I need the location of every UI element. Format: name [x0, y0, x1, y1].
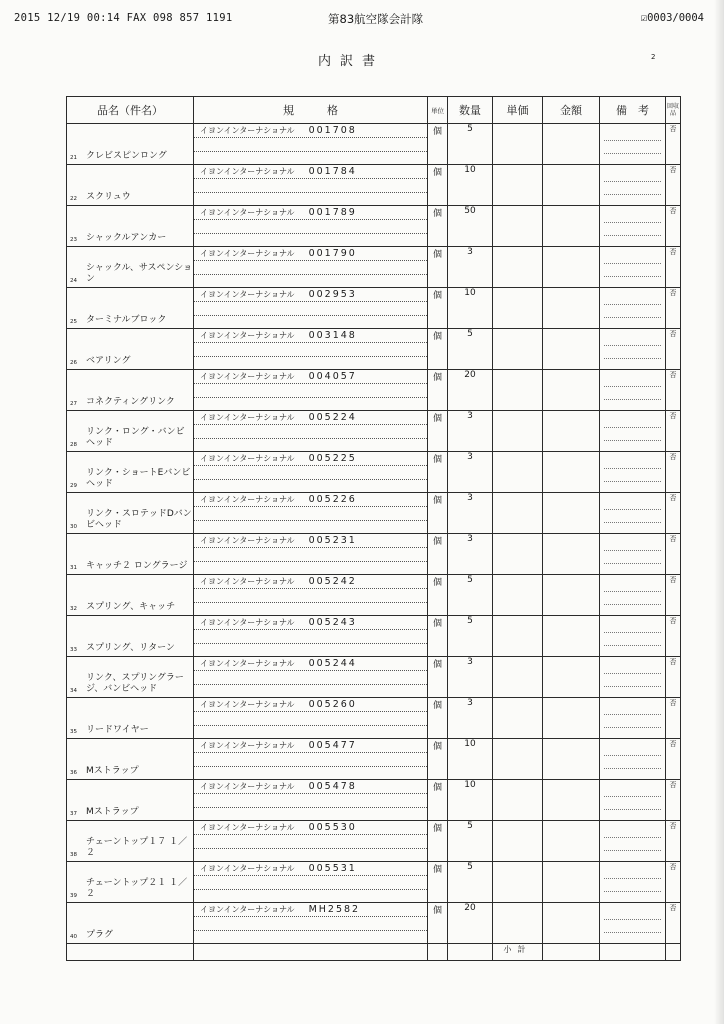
spec-code: 001708 — [308, 125, 357, 136]
item-remarks — [600, 370, 666, 411]
item-name: チェーントップ２１ １／２ — [86, 878, 188, 899]
spec-code: MH2582 — [308, 904, 361, 915]
item-unit-price — [493, 616, 543, 657]
item-spec-cell — [194, 862, 428, 903]
table-row — [67, 288, 681, 329]
item-returned-mark: 否 — [666, 821, 681, 862]
table-row — [67, 862, 681, 903]
item-remarks — [600, 575, 666, 616]
item-unit: 個 — [428, 288, 448, 329]
item-unit-price — [493, 370, 543, 411]
row-number: 24 — [70, 278, 77, 284]
header-spec: 規 格 — [194, 97, 428, 124]
item-unit-price — [493, 903, 543, 944]
subtotal-blank — [600, 944, 666, 961]
item-returned-mark: 否 — [666, 862, 681, 903]
item-name-cell — [67, 903, 194, 944]
item-remarks — [600, 903, 666, 944]
spec-maker: イヨンインターナショナル — [200, 536, 295, 545]
fax-header — [14, 12, 710, 28]
subtotal-blank — [448, 944, 493, 961]
item-unit-price — [493, 780, 543, 821]
table-row — [67, 493, 681, 534]
item-unit: 個 — [428, 206, 448, 247]
row-number: 32 — [70, 606, 77, 612]
item-returned-mark: 否 — [666, 698, 681, 739]
page-number: 2 — [651, 53, 656, 61]
header-unit: 単位 — [428, 97, 448, 124]
item-name-cell — [67, 452, 194, 493]
item-spec-cell — [194, 575, 428, 616]
item-name: チェーントップ１７ １／２ — [86, 837, 188, 858]
item-amount — [543, 288, 600, 329]
subtotal-amount — [543, 944, 600, 961]
item-name: スプリング、キャッチ — [86, 602, 176, 612]
item-unit-price — [493, 862, 543, 903]
subtotal-blank — [666, 944, 681, 961]
item-returned-mark: 否 — [666, 780, 681, 821]
item-name-cell — [67, 534, 194, 575]
item-name-cell — [67, 329, 194, 370]
item-spec-cell — [194, 534, 428, 575]
item-unit: 個 — [428, 739, 448, 780]
item-unit: 個 — [428, 575, 448, 616]
item-name: シャックルアンカー — [86, 233, 167, 243]
item-returned-mark: 否 — [666, 534, 681, 575]
item-remarks — [600, 329, 666, 370]
spec-maker: イヨンインターナショナル — [200, 167, 295, 176]
item-returned-mark: 否 — [666, 370, 681, 411]
item-returned-mark: 否 — [666, 247, 681, 288]
document-title: 内訳書 — [318, 54, 385, 69]
item-amount — [543, 698, 600, 739]
table-row — [67, 165, 681, 206]
scan-edge-shadow — [714, 0, 724, 1024]
item-unit-price — [493, 698, 543, 739]
item-amount — [543, 493, 600, 534]
row-number: 25 — [70, 319, 77, 325]
item-amount — [543, 124, 600, 165]
spec-maker: イヨンインターナショナル — [200, 290, 295, 299]
item-unit-price — [493, 329, 543, 370]
item-amount — [543, 821, 600, 862]
item-quantity: 5 — [448, 821, 493, 862]
item-quantity: 10 — [448, 780, 493, 821]
spec-code: 005530 — [308, 822, 357, 833]
item-amount — [543, 616, 600, 657]
spec-maker: イヨンインターナショナル — [200, 618, 295, 627]
item-unit-price — [493, 206, 543, 247]
item-remarks — [600, 411, 666, 452]
table-row — [67, 534, 681, 575]
item-spec-cell — [194, 206, 428, 247]
item-quantity: 10 — [448, 165, 493, 206]
item-remarks — [600, 616, 666, 657]
item-returned-mark: 否 — [666, 411, 681, 452]
item-amount — [543, 534, 600, 575]
item-remarks — [600, 862, 666, 903]
item-name: プラグ — [86, 930, 114, 940]
item-unit-price — [493, 534, 543, 575]
header-remarks: 備 考 — [600, 97, 666, 124]
table-row — [67, 124, 681, 165]
fax-sender: 第83航空隊会計隊 — [328, 12, 424, 26]
item-spec-cell — [194, 452, 428, 493]
item-quantity: 5 — [448, 329, 493, 370]
table-row — [67, 657, 681, 698]
spec-code: 005477 — [308, 740, 357, 751]
spec-maker: イヨンインターナショナル — [200, 454, 295, 463]
row-number: 34 — [70, 688, 77, 694]
spec-code: 005260 — [308, 699, 357, 710]
spec-code: 001790 — [308, 248, 357, 259]
spec-code: 001784 — [308, 166, 357, 177]
item-returned-mark: 否 — [666, 124, 681, 165]
item-remarks — [600, 206, 666, 247]
subtotal-blank — [428, 944, 448, 961]
item-amount — [543, 370, 600, 411]
item-spec-cell — [194, 288, 428, 329]
table-header-row — [67, 97, 681, 124]
header-unit-price: 単価 — [493, 97, 543, 124]
header-name: 品名（件名） — [67, 97, 194, 124]
spec-maker: イヨンインターナショナル — [200, 413, 295, 422]
item-unit: 個 — [428, 862, 448, 903]
item-returned-mark: 否 — [666, 288, 681, 329]
item-rows — [67, 124, 681, 944]
item-spec-cell — [194, 903, 428, 944]
item-unit-price — [493, 821, 543, 862]
item-unit: 個 — [428, 124, 448, 165]
spec-code: 005244 — [308, 658, 357, 669]
item-remarks — [600, 493, 666, 534]
table-row — [67, 247, 681, 288]
item-unit: 個 — [428, 329, 448, 370]
item-unit: 個 — [428, 821, 448, 862]
item-unit: 個 — [428, 698, 448, 739]
row-number: 28 — [70, 442, 77, 448]
item-quantity: 5 — [448, 124, 493, 165]
item-amount — [543, 165, 600, 206]
item-unit: 個 — [428, 534, 448, 575]
item-returned-mark: 否 — [666, 329, 681, 370]
item-unit-price — [493, 739, 543, 780]
item-name-cell — [67, 124, 194, 165]
spec-maker: イヨンインターナショナル — [200, 864, 295, 873]
item-remarks — [600, 288, 666, 329]
item-quantity: 3 — [448, 493, 493, 534]
item-amount — [543, 329, 600, 370]
row-number: 29 — [70, 483, 77, 489]
spec-code: 005531 — [308, 863, 357, 874]
item-name-cell — [67, 862, 194, 903]
item-remarks — [600, 165, 666, 206]
table-row — [67, 329, 681, 370]
item-quantity: 3 — [448, 657, 493, 698]
item-remarks — [600, 247, 666, 288]
item-quantity: 10 — [448, 288, 493, 329]
item-spec-cell — [194, 165, 428, 206]
item-name-cell — [67, 493, 194, 534]
header-amount: 金額 — [543, 97, 600, 124]
item-name: リンク・ロング・バンビヘッド — [86, 427, 185, 448]
spec-code: 005242 — [308, 576, 357, 587]
spec-code: 005243 — [308, 617, 357, 628]
spec-maker: イヨンインターナショナル — [200, 700, 295, 709]
fax-transmission-line: 2015 12/19 00:14 FAX 098 857 1191 — [14, 12, 233, 24]
item-spec-cell — [194, 370, 428, 411]
subtotal-blank — [67, 944, 194, 961]
subtotal-row — [67, 944, 681, 961]
table-row — [67, 411, 681, 452]
itemized-statement-table — [66, 96, 681, 961]
item-amount — [543, 903, 600, 944]
spec-maker: イヨンインターナショナル — [200, 741, 295, 750]
item-name: ベアリング — [86, 356, 131, 366]
item-name-cell — [67, 288, 194, 329]
item-amount — [543, 206, 600, 247]
item-amount — [543, 780, 600, 821]
row-number: 30 — [70, 524, 77, 530]
row-number: 31 — [70, 565, 77, 571]
row-number: 39 — [70, 893, 77, 899]
row-number: 27 — [70, 401, 77, 407]
item-name: リンク、スプリングラージ、バンビヘッド — [86, 673, 184, 694]
item-name-cell — [67, 247, 194, 288]
item-remarks — [600, 452, 666, 493]
spec-maker: イヨンインターナショナル — [200, 126, 295, 135]
item-spec-cell — [194, 739, 428, 780]
table-row — [67, 821, 681, 862]
item-returned-mark: 否 — [666, 206, 681, 247]
subtotal-blank — [194, 944, 428, 961]
item-name: Mストラップ — [86, 766, 139, 776]
item-quantity: 50 — [448, 206, 493, 247]
item-unit: 個 — [428, 411, 448, 452]
spec-code: 005226 — [308, 494, 357, 505]
spec-code: 005225 — [308, 453, 357, 464]
item-amount — [543, 411, 600, 452]
table-row — [67, 903, 681, 944]
item-remarks — [600, 657, 666, 698]
item-quantity: 10 — [448, 739, 493, 780]
spec-maker: イヨンインターナショナル — [200, 823, 295, 832]
item-returned-mark: 否 — [666, 657, 681, 698]
item-quantity: 3 — [448, 534, 493, 575]
item-name-cell — [67, 411, 194, 452]
row-number: 36 — [70, 770, 77, 776]
table-row — [67, 616, 681, 657]
item-name: Mストラップ — [86, 807, 139, 817]
spec-code: 005478 — [308, 781, 357, 792]
item-spec-cell — [194, 657, 428, 698]
header-quantity: 数量 — [448, 97, 493, 124]
spec-code: 002953 — [308, 289, 357, 300]
row-number: 22 — [70, 196, 77, 202]
spec-maker: イヨンインターナショナル — [200, 495, 295, 504]
spec-maker: イヨンインターナショナル — [200, 905, 295, 914]
spec-maker: イヨンインターナショナル — [200, 208, 295, 217]
item-unit: 個 — [428, 780, 448, 821]
item-name: ターミナルブロック — [86, 315, 167, 325]
item-returned-mark: 否 — [666, 452, 681, 493]
item-quantity: 3 — [448, 698, 493, 739]
item-spec-cell — [194, 821, 428, 862]
item-quantity: 5 — [448, 862, 493, 903]
item-returned-mark: 否 — [666, 575, 681, 616]
item-name-cell — [67, 739, 194, 780]
spec-code: 003148 — [308, 330, 357, 341]
item-name-cell — [67, 575, 194, 616]
item-unit: 個 — [428, 370, 448, 411]
table-row — [67, 452, 681, 493]
item-name: スプリング、リターン — [86, 643, 175, 653]
item-remarks — [600, 124, 666, 165]
row-number: 33 — [70, 647, 77, 653]
item-quantity: 3 — [448, 411, 493, 452]
item-quantity: 5 — [448, 575, 493, 616]
item-remarks — [600, 698, 666, 739]
item-name-cell — [67, 616, 194, 657]
spec-code: 005231 — [308, 535, 357, 546]
table-row — [67, 575, 681, 616]
row-number: 37 — [70, 811, 77, 817]
spec-maker: イヨンインターナショナル — [200, 372, 295, 381]
item-quantity: 20 — [448, 903, 493, 944]
item-quantity: 3 — [448, 247, 493, 288]
item-name-cell — [67, 370, 194, 411]
item-unit: 個 — [428, 616, 448, 657]
item-remarks — [600, 780, 666, 821]
item-name: スクリュウ — [86, 192, 131, 202]
table-row — [67, 780, 681, 821]
table-row — [67, 206, 681, 247]
item-returned-mark: 否 — [666, 493, 681, 534]
row-number: 26 — [70, 360, 77, 366]
item-remarks — [600, 821, 666, 862]
item-spec-cell — [194, 124, 428, 165]
spec-maker: イヨンインターナショナル — [200, 249, 295, 258]
item-name-cell — [67, 698, 194, 739]
item-name: シャックル、サスペンション — [86, 263, 193, 284]
item-name: キャッチ２ ロングラージ — [86, 561, 188, 571]
spec-code: 005224 — [308, 412, 357, 423]
item-unit-price — [493, 288, 543, 329]
table-row — [67, 698, 681, 739]
item-returned-mark: 否 — [666, 903, 681, 944]
item-unit-price — [493, 165, 543, 206]
spec-maker: イヨンインターナショナル — [200, 782, 295, 791]
item-unit-price — [493, 247, 543, 288]
item-spec-cell — [194, 247, 428, 288]
item-name: リードワイヤー — [86, 725, 149, 735]
item-spec-cell — [194, 780, 428, 821]
spec-maker: イヨンインターナショナル — [200, 659, 295, 668]
item-unit-price — [493, 452, 543, 493]
item-unit: 個 — [428, 493, 448, 534]
item-returned-mark: 否 — [666, 616, 681, 657]
item-amount — [543, 739, 600, 780]
item-name-cell — [67, 206, 194, 247]
item-amount — [543, 657, 600, 698]
item-name-cell — [67, 657, 194, 698]
item-remarks — [600, 534, 666, 575]
item-name-cell — [67, 821, 194, 862]
item-amount — [543, 862, 600, 903]
item-unit: 個 — [428, 247, 448, 288]
item-unit-price — [493, 493, 543, 534]
item-name-cell — [67, 165, 194, 206]
item-name: コネクティングリンク — [86, 397, 175, 407]
row-number: 38 — [70, 852, 77, 858]
item-name: リンク・ショートEバンビヘッド — [86, 468, 191, 489]
row-number: 23 — [70, 237, 77, 243]
item-remarks — [600, 739, 666, 780]
subtotal-label: 小計 — [493, 944, 543, 961]
item-unit-price — [493, 411, 543, 452]
item-spec-cell — [194, 698, 428, 739]
table-row — [67, 370, 681, 411]
item-unit-price — [493, 575, 543, 616]
item-spec-cell — [194, 493, 428, 534]
item-unit-price — [493, 124, 543, 165]
row-number: 21 — [70, 155, 77, 161]
item-unit: 個 — [428, 657, 448, 698]
item-returned-mark: 否 — [666, 165, 681, 206]
row-number: 40 — [70, 934, 77, 940]
item-quantity: 3 — [448, 452, 493, 493]
item-name: リンク・スロテッドDバンビヘッド — [86, 509, 192, 530]
header-returned: 回収品 — [666, 97, 681, 124]
spec-maker: イヨンインターナショナル — [200, 331, 295, 340]
item-quantity: 5 — [448, 616, 493, 657]
item-unit: 個 — [428, 165, 448, 206]
item-returned-mark: 否 — [666, 739, 681, 780]
item-amount — [543, 247, 600, 288]
item-unit: 個 — [428, 452, 448, 493]
spec-maker: イヨンインターナショナル — [200, 577, 295, 586]
item-unit: 個 — [428, 903, 448, 944]
fax-page-count: ☑0003/0004 — [640, 12, 704, 24]
item-spec-cell — [194, 329, 428, 370]
item-amount — [543, 452, 600, 493]
table-row — [67, 739, 681, 780]
spec-code: 004057 — [308, 371, 357, 382]
spec-code: 001789 — [308, 207, 357, 218]
row-number: 35 — [70, 729, 77, 735]
item-amount — [543, 575, 600, 616]
item-spec-cell — [194, 616, 428, 657]
item-name-cell — [67, 780, 194, 821]
item-quantity: 20 — [448, 370, 493, 411]
item-spec-cell — [194, 411, 428, 452]
item-name: クレビスピンロング — [86, 151, 167, 161]
item-unit-price — [493, 657, 543, 698]
